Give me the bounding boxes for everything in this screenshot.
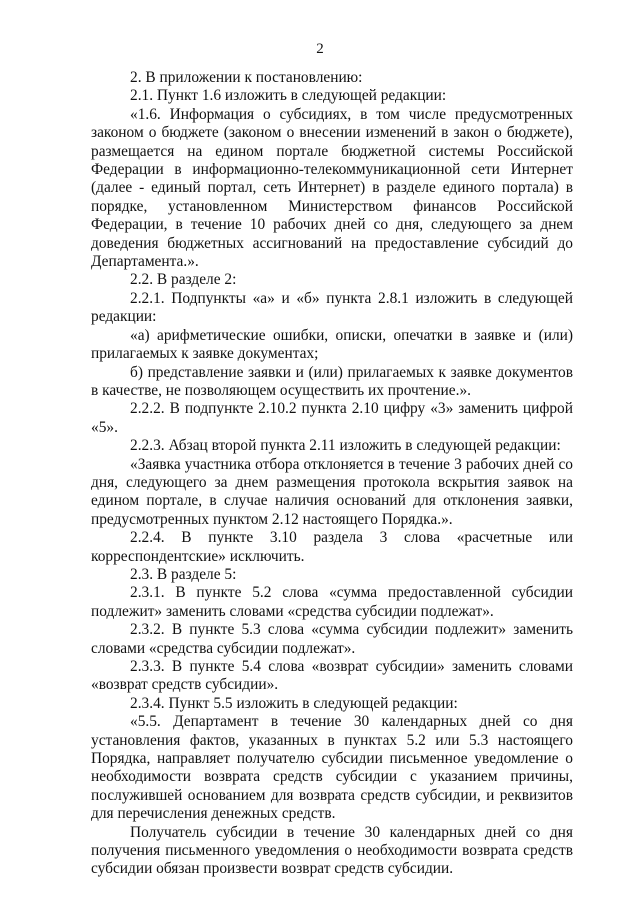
- document-body: [91, 69, 573, 879]
- paragraph-2-2: 2.2. В разделе 2:: [130, 271, 237, 289]
- paragraph-1-6-quote: «1.6. Информация о субсидиях, в том числе предусмотренных законом о бюджете (законом о внесении изменений в закон о бюджете), размещается на едином портале бюджетной системы Российской Федерации в информационно-телекоммуникационной сети Интернет (далее - единый портал, сеть Интернет) в разделе единого портала) в порядке, установленном Министерством финансов Российской Федерации, в течение 10 рабочих дней со дня, следующего за днем доведения бюджетных ассигнований на предоставление субсидий до Департамента.».: [91, 105, 573, 271]
- paragraph-2-1: 2.1. Пункт 1.6 изложить в следующей редакции:: [130, 87, 447, 105]
- paragraph-2-3: 2.3. В разделе 5:: [130, 565, 237, 583]
- paragraph-5-5-continuation: Получатель субсидии в течение 30 календарных дней со дня получения письменного уведомления о необходимости возврата средств субсидии обязан произвести возврат средств субсидии.: [91, 823, 573, 878]
- paragraph-subpoint-a: «а) арифметические ошибки, описки, опечатки в заявке и (или) прилагаемых к заявке документах;: [91, 326, 573, 363]
- paragraph-2: 2. В приложении к постановлению:: [130, 69, 363, 86]
- paragraph-2-3-4: 2.3.4. Пункт 5.5 изложить в следующей редакции:: [130, 694, 458, 712]
- paragraph-subpoint-b: б) представление заявки и (или) прилагаемых к заявке документов в качестве, не позволяющем осуществить их прочтение.».: [91, 363, 573, 399]
- paragraph-2-3-2: 2.3.2. В пункте 5.3 слова «сумма субсидии подлежит» заменить словами «средства субсидии подлежат».: [91, 621, 573, 657]
- paragraph-5-5-quote: «5.5. Департамент в течение 30 календарных дней со дня установления фактов, указанных в пунктах 5.2 или 5.3 настоящего Порядка, направляет получателю субсидии письменное уведомление о необходимости возврата средств субсидии с указанием причины, послужившей основанием для возврата средств субсидии, и реквизитов для перечисления денежных средств.: [91, 713, 573, 823]
- paragraph-2-2-3: 2.2.3. Абзац второй пункта 2.11 изложить в следующей редакции:: [130, 437, 561, 455]
- paragraph-2-11-quote: «Заявка участника отбора отклоняется в течение 3 рабочих дней со дня, следующего за днем размещения протокола вскрытия заявок на едином портале, в случае наличия оснований для отклонения заявки, предусмотренных пунктом 2.12 настоящего Порядка.».: [91, 455, 573, 528]
- paragraph-2-2-4: 2.2.4. В пункте 3.10 раздела 3 слова «расчетные или корреспондентские» исключить.: [91, 529, 573, 565]
- paragraph-2-3-1: 2.3.1. В пункте 5.2 слова «сумма предоставленной субсидии подлежит» заменить словами «средства субсидии подлежат».: [91, 584, 573, 620]
- paragraph-2-3-3: 2.3.3. В пункте 5.4 слова «возврат субсидии» заменить словами «возврат средств субсидии».: [91, 658, 573, 694]
- paragraph-2-2-1: 2.2.1. Подпункты «а» и «б» пункта 2.8.1 изложить в следующей редакции:: [91, 289, 573, 326]
- paragraph-2-2-2: 2.2.2. В подпункте 2.10.2 пункта 2.10 цифру «3» заменить цифрой «5».: [91, 400, 573, 436]
- page-number: 2: [316, 41, 324, 57]
